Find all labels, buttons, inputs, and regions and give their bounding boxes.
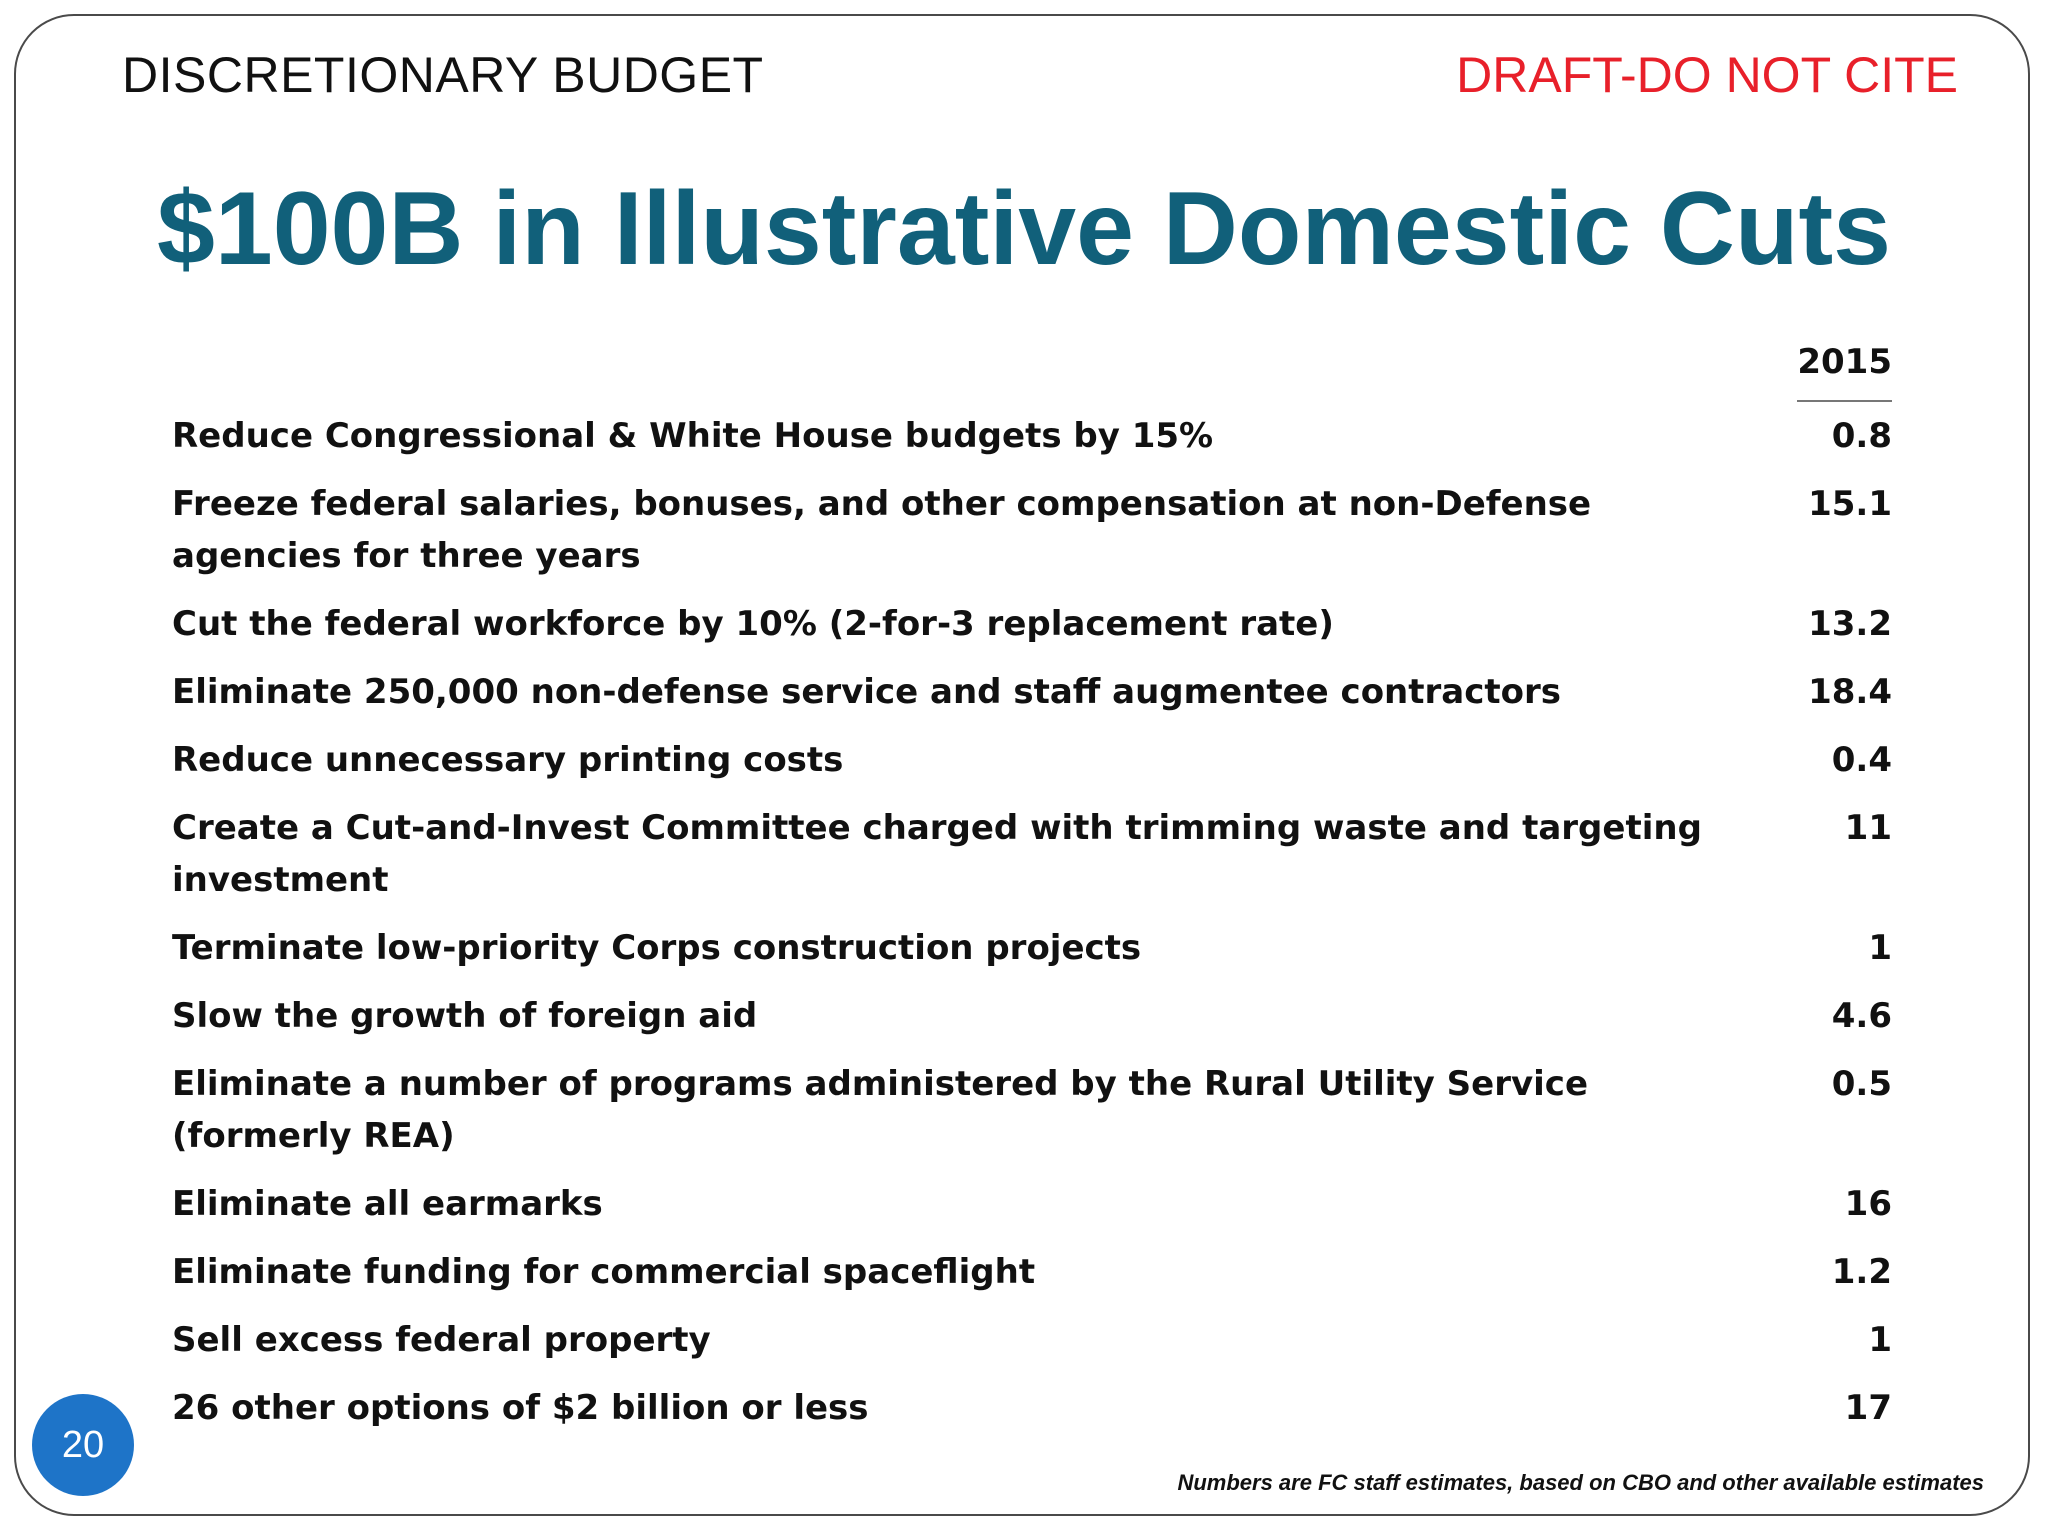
row-label: Eliminate all earmarks <box>172 1184 603 1224</box>
row-label: Reduce Congressional & White House budgets by 15% <box>172 416 1214 456</box>
table-row <box>172 1050 1892 1170</box>
table-row <box>172 982 1892 1050</box>
row-label: Sell excess federal property <box>172 1320 711 1360</box>
table-row <box>172 1374 1892 1442</box>
row-value: 0.4 <box>1831 740 1892 780</box>
row-value: 1 <box>1868 928 1892 968</box>
row-value: 1 <box>1868 1320 1892 1360</box>
draft-notice: DRAFT-DO NOT CITE <box>1456 47 1958 103</box>
table-row <box>172 914 1892 982</box>
table-row <box>172 794 1892 914</box>
table-row <box>172 1170 1892 1238</box>
row-label: Freeze federal salaries, bonuses, and other compensation at non-Defense agencies for three years <box>172 484 1592 576</box>
budget-cuts-table <box>172 330 1892 1442</box>
slide-title: $100B in Illustrative Domestic Cuts <box>157 171 1891 287</box>
row-label: Cut the federal workforce by 10% (2-for-3 replacement rate) <box>172 604 1334 644</box>
row-value: 17 <box>1844 1388 1892 1428</box>
row-label: Eliminate funding for commercial spaceflight <box>172 1252 1036 1292</box>
row-value: 13.2 <box>1808 604 1892 644</box>
row-value: 0.5 <box>1831 1064 1892 1104</box>
row-value: 1.2 <box>1831 1252 1892 1292</box>
row-value: 16 <box>1844 1184 1892 1224</box>
row-value: 18.4 <box>1808 672 1892 712</box>
page-number-badge: 20 <box>32 1394 134 1496</box>
row-label: Create a Cut-and-Invest Committee charged with trimming waste and targeting investment <box>172 808 1702 900</box>
table-header-row <box>172 330 1892 402</box>
year-column-header <box>1752 330 1892 402</box>
row-label: Reduce unnecessary printing costs <box>172 740 844 780</box>
row-value: 11 <box>1844 808 1892 848</box>
row-label: Terminate low-priority Corps construction projects <box>172 928 1142 968</box>
table-row <box>172 402 1892 470</box>
row-label: Eliminate 250,000 non-defense service and staff augmentee contractors <box>172 672 1561 712</box>
row-value: 0.8 <box>1831 416 1892 456</box>
table-row <box>172 590 1892 658</box>
table-row <box>172 726 1892 794</box>
row-label: Slow the growth of foreign aid <box>172 996 758 1036</box>
section-label: DISCRETIONARY BUDGET <box>122 47 764 103</box>
table-row <box>172 1238 1892 1306</box>
row-label: Eliminate a number of programs administered by the Rural Utility Service (formerly REA) <box>172 1064 1589 1156</box>
table-row <box>172 658 1892 726</box>
table-row <box>172 470 1892 590</box>
table-row <box>172 1306 1892 1374</box>
row-value: 15.1 <box>1808 484 1892 524</box>
row-label: 26 other options of $2 billion or less <box>172 1388 869 1428</box>
row-value: 4.6 <box>1831 996 1892 1036</box>
table-header-blank <box>172 330 1752 402</box>
footnote: Numbers are FC staff estimates, based on CBO and other available estimates <box>1177 1470 1984 1495</box>
year-header-label: 2015 <box>1797 330 1892 402</box>
